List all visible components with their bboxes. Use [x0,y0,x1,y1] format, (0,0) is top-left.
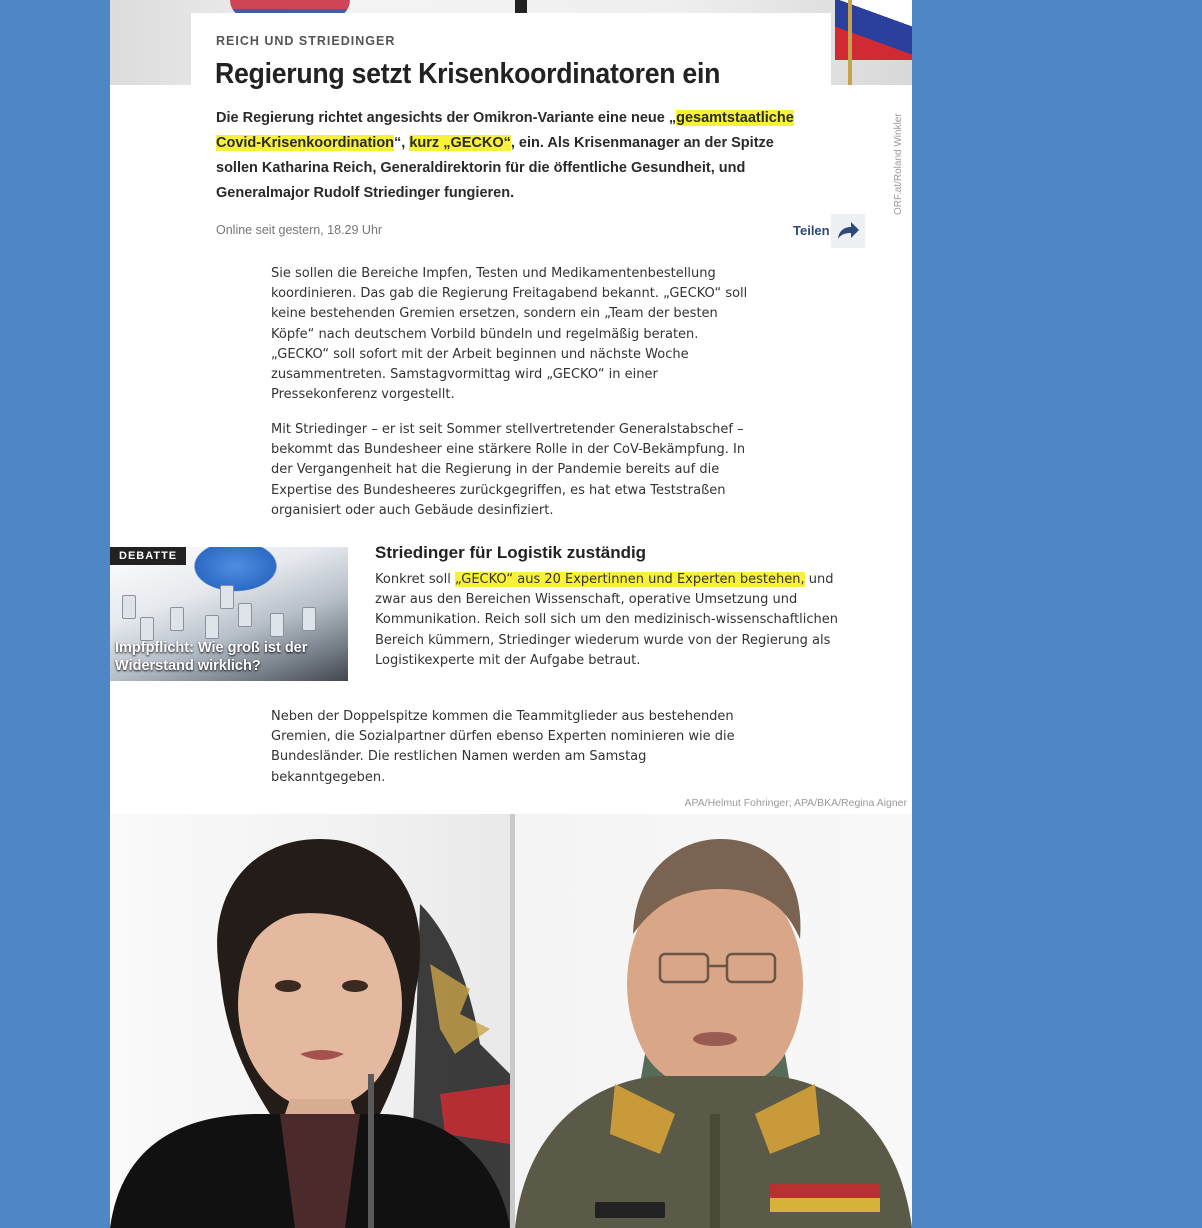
flag-pole-right [848,0,852,85]
lead-text: , ein. Als Krisenmanager an der Spitze sollen Katharina Reich, Generaldirektorin für die öffentliche Gesundheit, und Generalmajor Rudolf Striedinger fungieren. [216,135,774,201]
vial-shape [140,617,154,641]
article-paragraph: Neben der Doppelspitze kommen die Teammitglieder aus bestehenden Gremien, die Sozialpartner dürfen ebenso Experten nominieren wie die Bundesländer. Die restlichen Namen werden am Samstag bekanntgegeben. [271,709,735,785]
share-arrow-icon [836,221,860,241]
article-subheading: Striedinger für Logistik zuständig [375,543,647,562]
article-kicker: REICH UND STRIEDINGER [216,34,396,48]
paragraph-text: Konkret soll [375,572,455,587]
photo-katharina-reich [110,814,510,1228]
article-paragraph [375,570,855,671]
photo-rudolf-striedinger [515,814,912,1228]
flag-pole [515,0,527,14]
vial-shape [220,585,234,609]
article-paragraph: Mit Striedinger – er ist seit Sommer stellvertretender Generalstabschef – bekommt das Bundesheer eine stärkere Rolle in der CoV-Bekämpfung. In der Vergangenheit hat die Regierung in der Pandemie bereits auf die Expertise des Bundesheeres zurückgegriffen, es hat etwa Teststraßen organisiert oder auch Gebäude desinfiziert. [271,422,746,518]
portrait-man-illustration [515,814,912,1228]
publish-time: Online seit gestern, 18.29 Uhr [216,223,383,237]
vial-shape [238,603,252,627]
article-headline: Regierung setzt Krisenkoordinatoren ein [215,58,721,90]
article-paragraph: Sie sollen die Bereiche Impfen, Testen und Medikamentenbestellung koordinieren. Das gab die Regierung Freitagabend bekannt. „GECKO“ soll keine bestehenden Gremien ersetzen, sondern ein „Team der besten Köpfe“ nach deutschem Vorbild bündeln und regelmäßig beraten. „GECKO“ soll sofort mit der Arbeit beginnen und nächste Woche zusammentreten. Samstagvormittag wird „GECKO“ in einer Pressekonferenz vorgestellt. [271,266,748,403]
article-lead [216,106,816,206]
article-page [110,0,912,1228]
glove-shape [188,547,283,595]
paragraph-highlight: „GECKO“ aus 20 Expertinnen und Experten bestehen, [454,572,805,587]
vial-shape [270,613,284,637]
share-label[interactable]: Teilen [793,223,830,238]
paragraph-text: und zwar aus den Bereichen Wissenschaft, operative Umsetzung und Kommunikation. Reich soll sich um den medizinisch-wissenschaftlichen Bereich kümmern, Striedinger wiederum wurde von der Regierung als Logistikexperte mit der Aufgabe betraut. [375,572,839,668]
teaser-tag: DEBATTE [110,547,186,565]
photo-credit: APA/Helmut Fohringer; APA/BKA/Regina Aigner [684,797,907,809]
share-button[interactable] [831,214,865,248]
vial-shape [122,595,136,619]
lead-highlight: gesamtstaatliche Covid-Krisenkoordination [216,110,794,151]
hero-image-credit: ORF.at/Roland Winkler [893,113,904,215]
lead-text: “, [394,135,410,151]
vial-shape [170,607,184,631]
portrait-woman-illustration [110,814,510,1228]
debate-teaser[interactable] [110,547,348,681]
lead-text: Die Regierung richtet angesichts der Omikron-Variante eine neue „ [216,110,677,126]
vial-shape [205,615,219,639]
flag-right [835,0,912,60]
vial-shape [302,607,316,631]
teaser-title[interactable]: Impfpflicht: Wie groß ist der Widerstand wirklich? [115,640,308,674]
lead-highlight: kurz „GECKO“ [409,135,511,151]
